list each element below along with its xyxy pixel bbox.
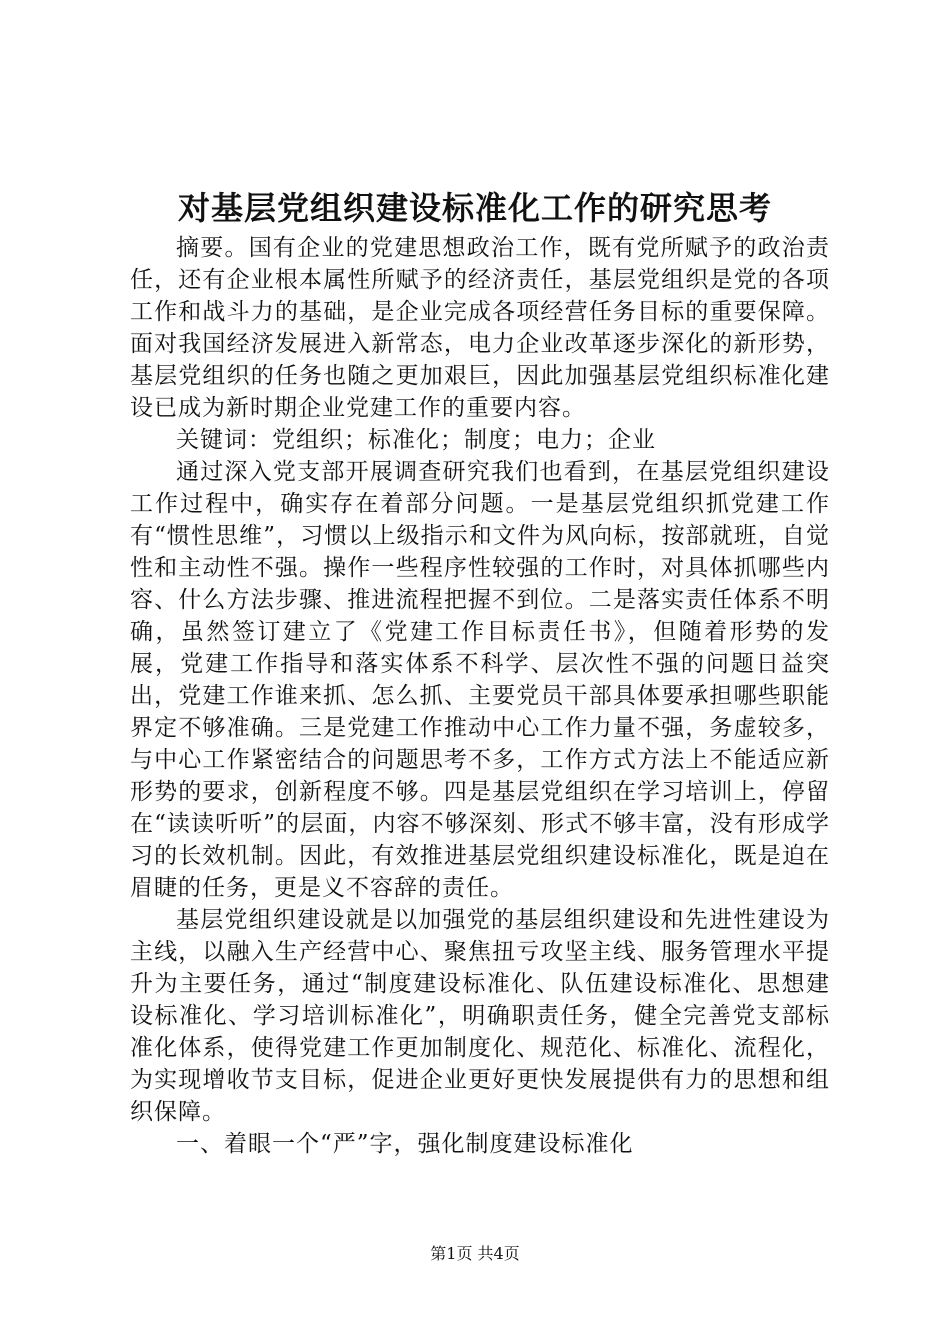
document-body (130, 232, 830, 1160)
abstract-paragraph: 摘要。国有企业的党建思想政治工作，既有党所赋予的政治责任，还有企业根本属性所赋予的经济责任，基层党组织是党的各项工作和战斗力的基础，是企业完成各项经营任务目标的重要保障。面对我国经济发展进入新常态，电力企业改革逐步深化的新形势，基层党组织的任务也随之更加艰巨，因此加强基层党组织标准化建设已成为新时期企业党建工作的重要内容。 (130, 235, 830, 421)
section-heading: 一、着眼一个“严”字，强化制度建设标准化 (176, 1131, 634, 1157)
page-number-footer: 第1页 共4页 (430, 1244, 520, 1263)
document-title: 对基层党组织建设标准化工作的研究思考 (177, 189, 772, 227)
body-paragraph: 基层党组织建设就是以加强党的基层组织建设和先进性建设为主线，以融入生产经营中心、聚焦扭亏攻坚主线、服务管理水平提升为主要任务，通过“制度建设标准化、队伍建设标准化、思想建设标准化、学习培训标准化”，明确职责任务，健全完善党支部标准化体系，使得党建工作更加制度化、规范化、标准化、流程化，为实现增收节支目标，促进企业更好更快发展提供有力的思想和组织保障。 (130, 907, 830, 1125)
body-paragraph: 通过深入党支部开展调查研究我们也看到，在基层党组织建设工作过程中，确实存在着部分问题。一是基层党组织抓党建工作有“惯性思维”，习惯以上级指示和文件为风向标，按部就班，自觉性和主动性不强。操作一些程序性较强的工作时，对具体抓哪些内容、什么方法步骤、推进流程把握不到位。二是落实责任体系不明确，虽然签订建立了《党建工作目标责任书》，但随着形势的发展，党建工作指导和落实体系不科学、层次性不强的问题日益突出，党建工作谁来抓、怎么抓、主要党员干部具体要承担哪些职能界定不够准确。三是党建工作推动中心工作力量不强，务虚较多，与中心工作紧密结合的问题思考不多，工作方式方法上不能适应新形势的要求，创新程度不够。四是基层党组织在学习培训上，停留在“读读听听”的层面，内容不够深刻、形式不够丰富，没有形成学习的长效机制。因此，有效推进基层党组织建设标准化，既是迫在眉睫的任务，更是义不容辞的责任。 (130, 459, 830, 901)
keywords-paragraph: 关键词：党组织；标准化；制度；电力；企业 (176, 427, 656, 453)
